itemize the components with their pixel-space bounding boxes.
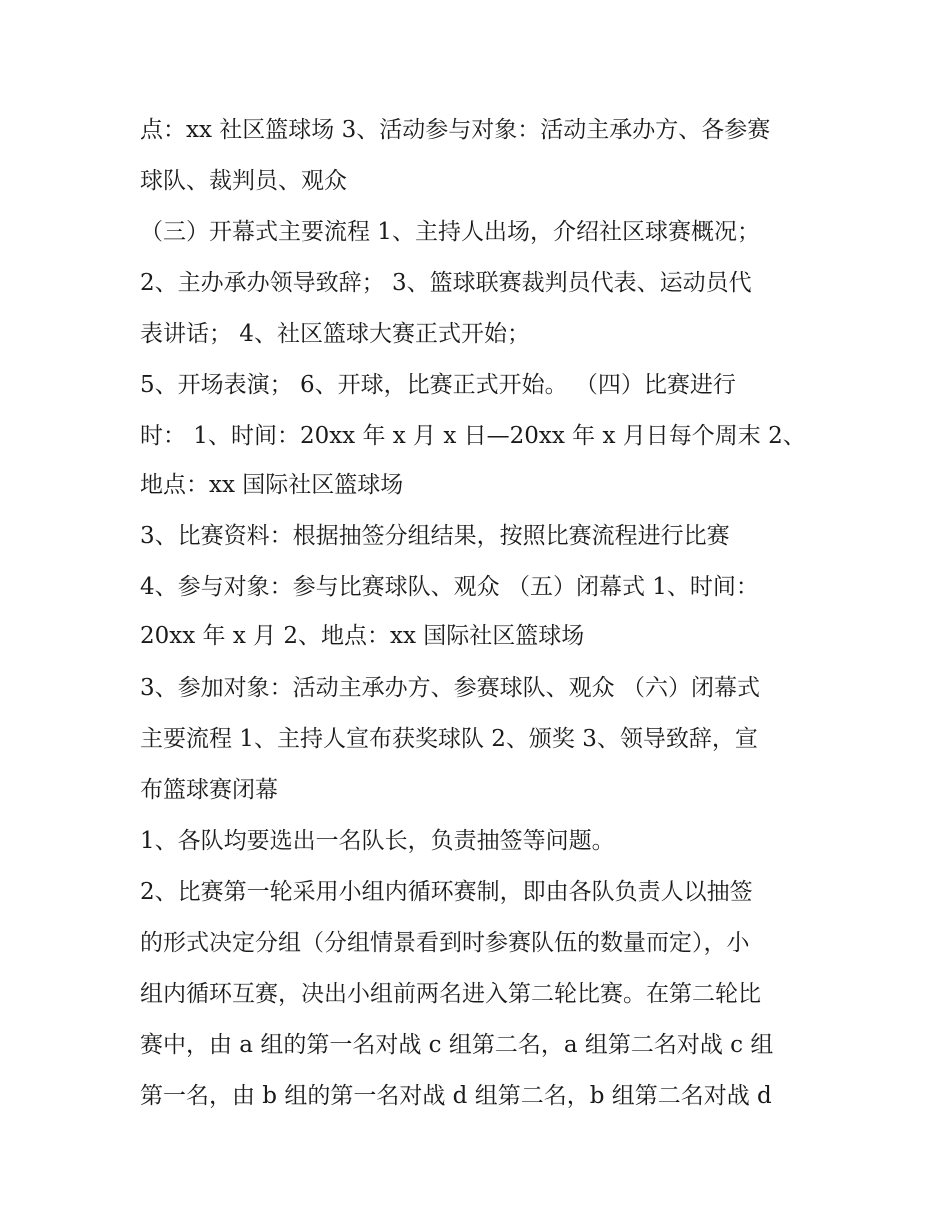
text-line: （三）开幕式主要流程 1、主持人出场，介绍社区球赛概况； <box>140 219 760 245</box>
text-line: 5、开场表演； 6、开球，比赛正式开始。 （四）比赛进行 <box>140 372 736 398</box>
text-line: 3、参加对象：活动主承办方、参赛球队、观众 （六）闭幕式 <box>140 675 760 701</box>
text-line: 球队、裁判员、观众 <box>140 168 347 194</box>
text-line: 时： 1、时间：20xx 年 x 月 x 日—20xx 年 x 月日每个周末 2、 <box>140 423 806 449</box>
text-line: 20xx 年 x 月 2、地点：xx 国际社区篮球场 <box>140 623 585 649</box>
text-line: 赛中，由 a 组的第一名对战 c 组第二名，a 组第二名对战 c 组 <box>140 1032 774 1058</box>
text-line: 1、各队均要选出一名队长，负责抽签等问题。 <box>140 828 615 854</box>
text-line: 4、参与对象：参与比赛球队、观众 （五）闭幕式 1、时间： <box>140 574 759 600</box>
text-line: 地点：xx 国际社区篮球场 <box>140 472 404 498</box>
text-line: 2、比赛第一轮采用小组内循环赛制，即由各队负责人以抽签 <box>140 879 753 905</box>
text-line: 点：xx 社区篮球场 3、活动参与对象：活动主承办方、各参赛 <box>140 117 771 143</box>
text-line: 表讲话； 4、社区篮球大赛正式开始； <box>140 321 530 347</box>
text-line: 2、主办承办领导致辞； 3、篮球联赛裁判员代表、运动员代 <box>140 270 752 296</box>
text-line: 主要流程 1、主持人宣布获奖球队 2、颁奖 3、领导致辞，宣 <box>140 726 758 752</box>
text-line: 的形式决定分组（分组情景看到时参赛队伍的数量而定），小 <box>140 930 750 956</box>
text-line: 第一名，由 b 组的第一名对战 d 组第二名，b 组第二名对战 d <box>140 1083 772 1109</box>
text-line: 3、比赛资料：根据抽签分组结果，按照比赛流程进行比赛 <box>140 523 730 549</box>
text-line: 组内循环互赛，决出小组前两名进入第二轮比赛。在第二轮比 <box>140 981 761 1007</box>
text-line: 布篮球赛闭幕 <box>140 777 278 803</box>
